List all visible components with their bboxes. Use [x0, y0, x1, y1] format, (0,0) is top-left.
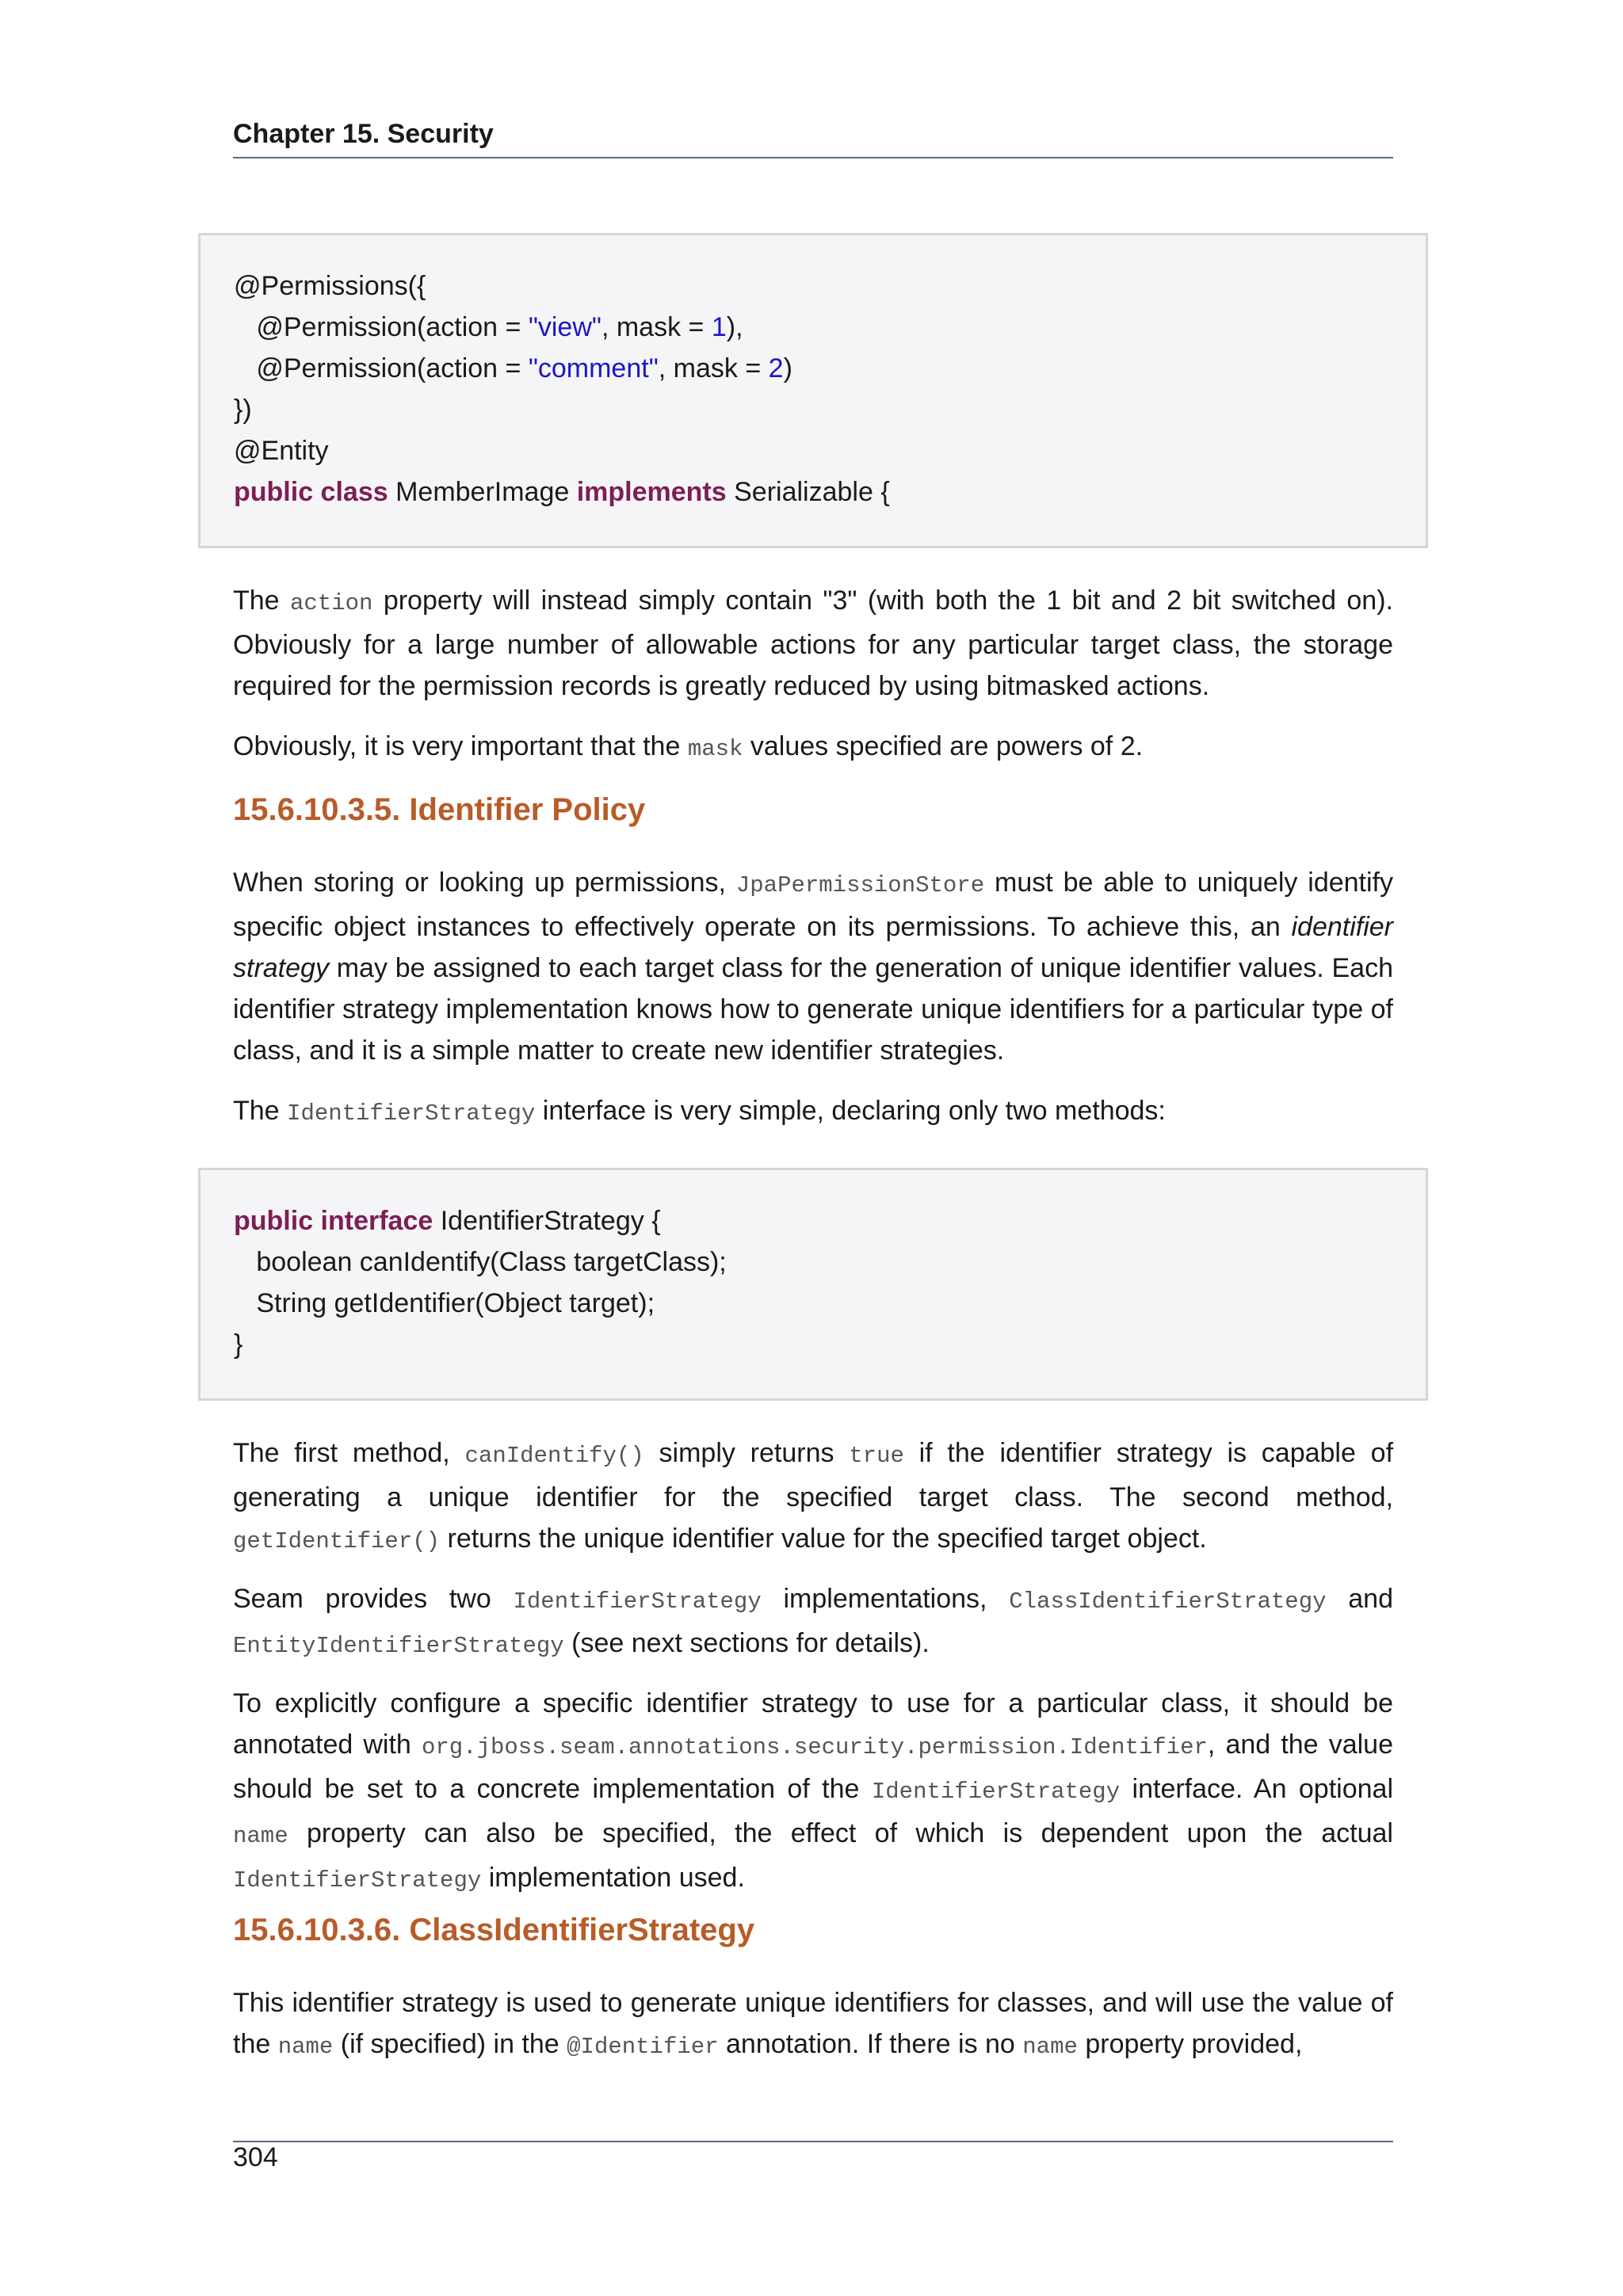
para-text: values specified are powers of 2.	[743, 731, 1144, 761]
code-string: "view"	[528, 312, 601, 342]
code-text: , mask =	[601, 312, 712, 342]
code-text: Serializable {	[726, 477, 890, 507]
inline-code: canIdentify()	[464, 1443, 644, 1469]
code-keyword: public class	[234, 477, 388, 507]
para-text: property will instead simply contain "3" (with both the 1 bit and 2 bit switched on). Obviously for a large number of allowable actions for any particular target class, the storage required for the permission records is greatly reduced by using bitmasked actions.	[233, 585, 1393, 701]
inline-code: EntityIdentifierStrategy	[233, 1633, 564, 1659]
inline-code: IdentifierStrategy	[287, 1100, 536, 1127]
para-text: interface is very simple, declaring only two methods:	[535, 1096, 1166, 1126]
paragraph-class-identifier-strategy	[233, 1982, 1393, 2068]
section-heading-class-identifier-strategy: 15.6.10.3.6. ClassIdentifierStrategy	[233, 1913, 755, 1947]
code-number: 1	[711, 312, 727, 342]
para-text: , and the value should be set to a concrete implementation of the	[233, 1730, 1393, 1804]
para-text: The	[233, 585, 290, 616]
paragraph-methods	[233, 1432, 1393, 1562]
section-heading-identifier-policy: 15.6.10.3.5. Identifier Policy	[233, 792, 646, 827]
code-block-identifier-strategy	[198, 1168, 1428, 1401]
code-text: @Entity	[234, 436, 329, 466]
inline-code: ClassIdentifierStrategy	[1009, 1589, 1327, 1615]
code-text: )	[783, 353, 792, 383]
para-text: and	[1326, 1584, 1393, 1614]
code-line	[234, 389, 1426, 430]
paragraph-identifier-policy	[233, 862, 1393, 1071]
para-text: implementation used.	[481, 1863, 745, 1893]
inline-code: name	[277, 2034, 334, 2060]
para-text: Obviously, it is very important that the	[233, 731, 688, 761]
paragraph-seam-implementations	[233, 1578, 1393, 1667]
para-text: may be assigned to each target class for the generation of unique identifier values. Each identifier strategy implementation knows how to generate unique identifiers for a particular type of class, and it is a simple matter to create new identifier strategies.	[233, 953, 1393, 1066]
inline-code: name	[233, 1823, 288, 1849]
para-text: returns the unique identifier value for the specified target object.	[440, 1524, 1207, 1554]
code-keyword: public interface	[234, 1206, 433, 1236]
code-line	[234, 348, 1426, 389]
para-text: if the identifier strategy is capable of generating a unique identifier for the specified target class. The second method,	[233, 1438, 1394, 1512]
inline-code: getIdentifier()	[233, 1528, 441, 1554]
paragraph-interface-intro	[233, 1090, 1393, 1135]
inline-code: @Identifier	[567, 2034, 719, 2060]
inline-code: JpaPermissionStore	[735, 872, 985, 898]
code-number: 2	[768, 353, 784, 383]
header-rule	[233, 157, 1393, 158]
code-line	[234, 1324, 1426, 1365]
para-text: interface. An optional	[1120, 1774, 1393, 1804]
code-text: IdentifierStrategy {	[433, 1206, 661, 1236]
code-text: ),	[726, 312, 743, 342]
code-keyword: implements	[576, 477, 727, 507]
paragraph-configure-strategy	[233, 1683, 1393, 1901]
code-string: "comment"	[528, 353, 659, 383]
code-text: @Permissions({	[234, 271, 426, 301]
para-text: implementations,	[761, 1584, 1010, 1614]
page-number: 304	[233, 2142, 278, 2172]
code-text: })	[234, 395, 252, 425]
code-line	[234, 307, 1426, 348]
code-text: String getIdentifier(Object target);	[234, 1288, 655, 1318]
chapter-header: Chapter 15. Security	[233, 119, 494, 149]
paragraph-mask-powers	[233, 726, 1393, 770]
inline-code: action	[290, 590, 373, 616]
code-text: , mask =	[658, 353, 769, 383]
code-text: @Permission(action =	[234, 353, 529, 383]
code-line	[234, 265, 1426, 307]
para-text: The	[233, 1096, 288, 1126]
footer-rule	[233, 2141, 1393, 2142]
inline-code: true	[849, 1443, 904, 1469]
emphasis-text: identifier strategy	[233, 912, 1393, 983]
code-line	[234, 430, 1426, 471]
para-text: When storing or looking up permissions,	[233, 868, 736, 898]
code-block-permissions	[198, 233, 1428, 548]
para-text: This identifier strategy is used to generate unique identifiers for classes, and will use the value of the	[233, 1988, 1393, 2059]
paragraph-action-property	[233, 580, 1393, 707]
code-line	[234, 1200, 1426, 1241]
inline-code: IdentifierStrategy	[871, 1779, 1121, 1805]
para-text: annotation. If there is no	[718, 2029, 1023, 2059]
para-text: simply returns	[643, 1438, 850, 1468]
para-text: (see next sections for details).	[563, 1628, 930, 1658]
inline-code: org.jboss.seam.annotations.security.permission.Identifier	[421, 1734, 1208, 1760]
code-line	[234, 1241, 1426, 1283]
code-line	[234, 471, 1426, 513]
para-text: The first method,	[233, 1438, 465, 1468]
code-text: boolean canIdentify(Class targetClass);	[234, 1247, 727, 1277]
para-text: Seam provides two	[233, 1584, 514, 1614]
para-text: To explicitly configure a specific identifier strategy to use for a particular class, it should be annotated with	[233, 1688, 1393, 1760]
para-text: (if specified) in the	[333, 2029, 567, 2059]
inline-code: mask	[687, 736, 743, 762]
inline-code: name	[1022, 2034, 1078, 2060]
para-text: property provided,	[1077, 2029, 1303, 2059]
code-line	[234, 1283, 1426, 1324]
para-text: property can also be specified, the effect of which is dependent upon the actual	[288, 1818, 1393, 1848]
inline-code: IdentifierStrategy	[233, 1867, 482, 1894]
inline-code: IdentifierStrategy	[513, 1589, 762, 1615]
code-text: MemberImage	[388, 477, 577, 507]
para-text: must be able to uniquely identify specific object instances to effectively operate on its permissions. To achieve this, an	[233, 868, 1393, 942]
code-text: @Permission(action =	[234, 312, 529, 342]
code-text: }	[234, 1329, 243, 1360]
